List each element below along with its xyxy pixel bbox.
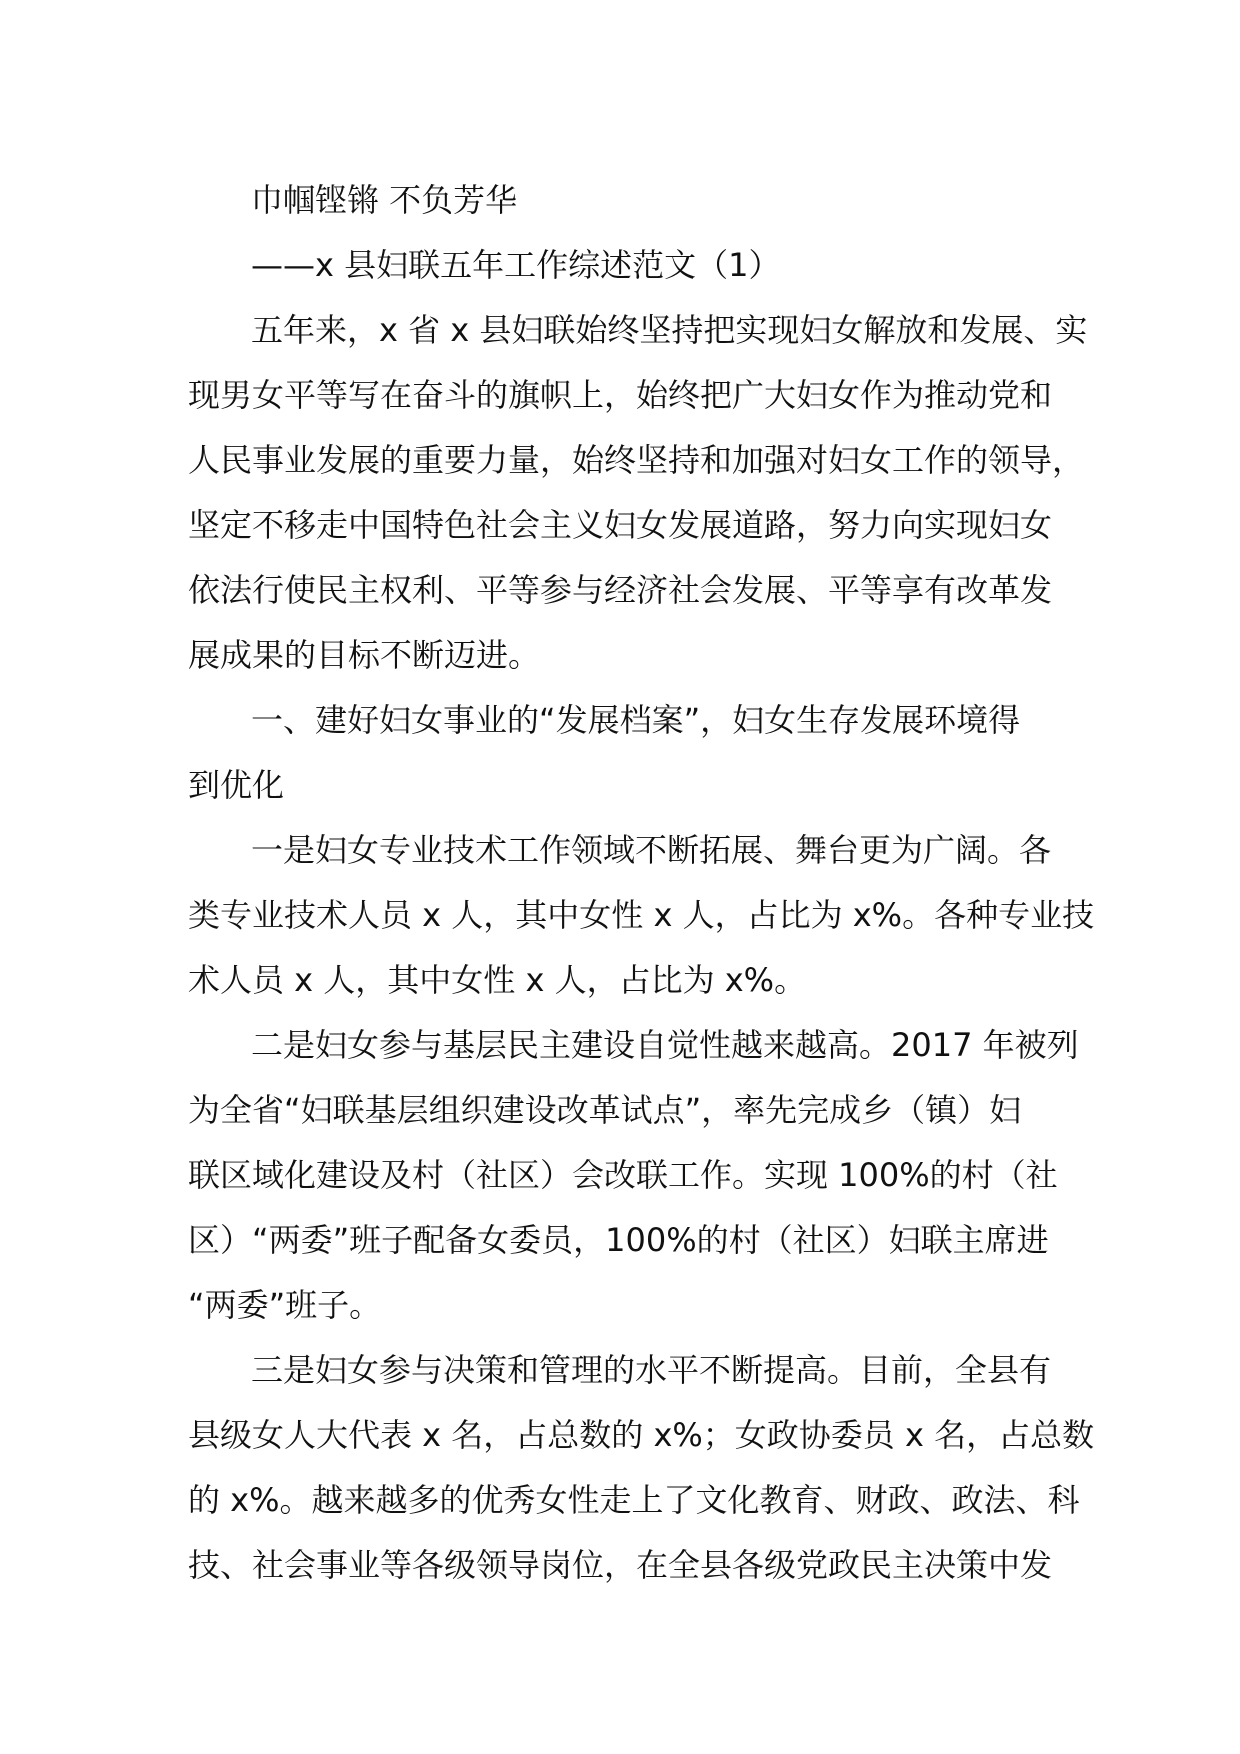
document-title: 巾帼铿锵 不负芳华 [251, 181, 518, 219]
document-subtitle: ——x 县妇联五年工作综述范文（1） [251, 246, 781, 284]
paragraph-line: 三是妇女参与决策和管理的水平不断提高。目前，全县有 [251, 1351, 1052, 1389]
paragraph-line: 县级女人大代表 x 名，占总数的 x%；女政协委员 x 名，占总数 [188, 1416, 1095, 1454]
paragraph-line: 类专业技术人员 x 人，其中女性 x 人，占比为 x%。各种专业技 [188, 896, 1095, 934]
paragraph-line: 五年来，x 省 x 县妇联始终坚持把实现妇女解放和发展、实 [251, 311, 1088, 349]
section-heading-line: 一、建好妇女事业的“发展档案”，妇女生存发展环境得 [251, 701, 1021, 739]
paragraph-line: 展成果的目标不断迈进。 [188, 636, 541, 674]
paragraph-line: 为全省“妇联基层组织建设改革试点”，率先完成乡（镇）妇 [188, 1091, 1022, 1129]
paragraph-line: 二是妇女参与基层民主建设自觉性越来越高。2017 年被列 [251, 1026, 1079, 1064]
document-page [188, 168, 1095, 1598]
paragraph-line: 技、社会事业等各级领导岗位，在全县各级党政民主决策中发 [188, 1546, 1053, 1584]
paragraph-line: 人民事业发展的重要力量，始终坚持和加强对妇女工作的领导， [188, 441, 1085, 479]
paragraph-line: 联区域化建设及村（社区）会改联工作。实现 100%的村（社 [188, 1156, 1058, 1194]
section-heading-line: 到优化 [188, 766, 285, 804]
paragraph-line: 术人员 x 人，其中女性 x 人，占比为 x%。 [188, 961, 807, 999]
paragraph-line: 区）“两委”班子配备女委员，100%的村（社区）妇联主席进 [188, 1221, 1049, 1259]
paragraph-line: 依法行使民主权利、平等参与经济社会发展、平等享有改革发 [188, 571, 1053, 609]
paragraph-line: 的 x%。越来越多的优秀女性走上了文化教育、财政、政法、科 [188, 1481, 1080, 1519]
paragraph-line: “两委”班子。 [188, 1286, 382, 1324]
paragraph-line: 现男女平等写在奋斗的旗帜上，始终把广大妇女作为推动党和 [188, 376, 1053, 414]
paragraph-line: 坚定不移走中国特色社会主义妇女发展道路，努力向实现妇女 [188, 506, 1053, 544]
paragraph-line: 一是妇女专业技术工作领域不断拓展、舞台更为广阔。各 [251, 831, 1052, 869]
